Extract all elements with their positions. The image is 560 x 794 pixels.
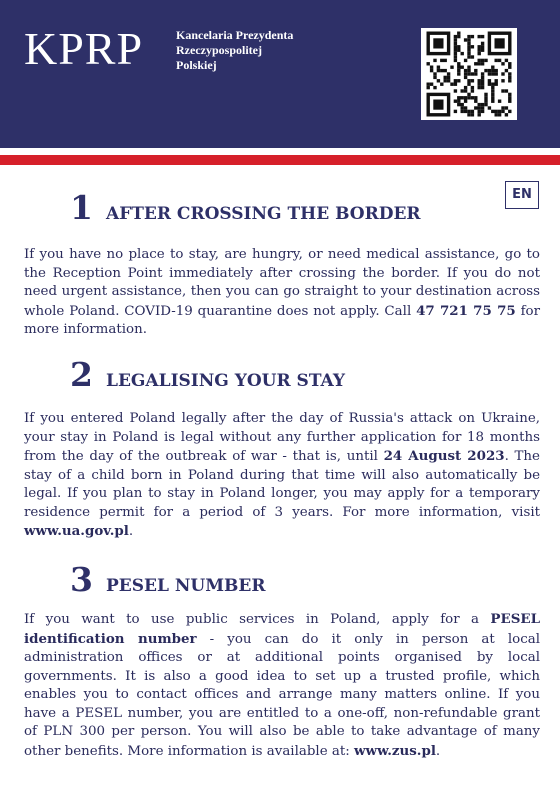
section-2-title: LEGALISING YOUR STAY — [106, 371, 346, 391]
pesel-term: PESEL identification number — [24, 611, 540, 647]
section-1-heading — [70, 190, 421, 226]
organization-name-line-3: Polskiej — [176, 58, 217, 72]
language-badge[interactable]: EN — [505, 181, 539, 209]
header-banner — [0, 0, 560, 148]
qr-code[interactable] — [421, 28, 517, 120]
qr-code-graphic — [421, 28, 517, 120]
section-2-body — [24, 410, 540, 542]
white-stripe — [0, 148, 560, 155]
section-2-text-mid: . The stay of a child born in Poland during that time will also automatically be legal. If you plan to stay in Poland longer, you may apply for a temporary residence permit for a period of 3 years. For more information, visit — [24, 449, 540, 520]
section-3-heading — [70, 562, 265, 598]
section-3-text: If you want to use public services in Poland, apply for a — [24, 612, 491, 627]
section-3-body — [24, 610, 540, 761]
organization-name-line-1: Kancelaria Prezydenta — [176, 28, 294, 42]
section-2-text-end: . — [128, 524, 134, 539]
section-1-title: AFTER CROSSING THE BORDER — [106, 204, 421, 224]
section-3-title: PESEL NUMBER — [106, 576, 266, 596]
section-3-number: 3 — [70, 560, 93, 599]
section-2-number: 2 — [70, 355, 93, 394]
phone-number[interactable]: 47 721 75 75 — [416, 302, 516, 319]
section-1-number: 1 — [70, 188, 93, 227]
section-2-text: If you entered Poland legally after the day of Russia's attack on Ukraine, your stay in Poland is legal without any further application for 18 months from the day of the outbreak of war - that is, until — [24, 411, 540, 464]
deadline-date: 24 August 2023 — [383, 448, 505, 464]
section-1-body — [24, 246, 540, 340]
section-1-text-end: for more information. — [24, 303, 540, 337]
section-2-heading — [70, 357, 345, 393]
red-stripe — [0, 155, 560, 165]
kprp-logo: KPRP — [24, 23, 144, 74]
section-1-text: If you have no place to stay, are hungry, or need medical assistance, go to the Reception Point immediately after crossing the border. If you do not need urgent assistance, then you can go straight to your destination across whole Poland. COVID-19 quarantine does not apply. Call — [24, 247, 540, 319]
section-3-text-end: . — [435, 743, 441, 759]
ua-gov-link[interactable]: www.ua.gov.pl — [24, 523, 129, 539]
organization-name — [176, 28, 293, 73]
organization-name-line-2: Rzeczypospolitej — [176, 43, 262, 57]
section-3-text-mid: - you can do it only in person at local administration offices or at additional points organised by local governments. It is also a good idea to set up a trusted profile, which enables you to contact offices and arrange many matters online. If you have a PESEL number, you are entitled to a one-off, non-refundable grant of PLN 300 per person. You will also be able to take advantage of many other benefits. More information is available at: — [24, 631, 540, 759]
zus-link[interactable]: www.zus.pl — [354, 742, 436, 759]
